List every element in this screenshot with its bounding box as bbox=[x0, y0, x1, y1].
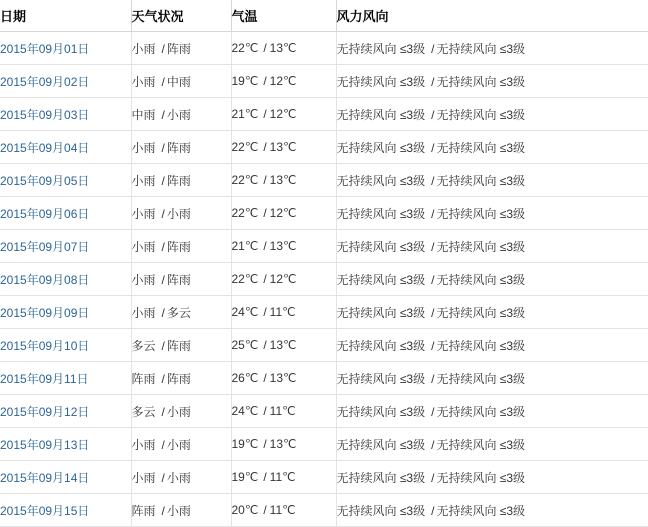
date-link[interactable]: 2015年09月02日 bbox=[0, 74, 90, 89]
cell-temperature bbox=[231, 164, 336, 197]
condition-day: 多云 bbox=[131, 404, 156, 419]
wind-separator: / bbox=[431, 503, 435, 518]
temperature-low: 13℃ bbox=[269, 140, 297, 154]
temperature-separator: / bbox=[263, 41, 267, 55]
cell-temperature bbox=[231, 131, 336, 164]
wind-day: 无持续风向 ≤3级 bbox=[336, 404, 426, 419]
temperature-low: 12℃ bbox=[269, 74, 297, 88]
cell-temperature bbox=[231, 461, 336, 494]
wind-separator: / bbox=[431, 206, 435, 221]
table-header bbox=[0, 0, 648, 32]
temperature-low: 12℃ bbox=[269, 107, 297, 121]
cell-condition bbox=[131, 131, 231, 164]
temperature-separator: / bbox=[263, 338, 267, 352]
date-link[interactable]: 2015年09月06日 bbox=[0, 206, 90, 221]
condition-night: 小雨 bbox=[166, 404, 191, 419]
wind-night: 无持续风向 ≤3级 bbox=[436, 206, 526, 221]
date-link[interactable]: 2015年09月14日 bbox=[0, 470, 90, 485]
date-link[interactable]: 2015年09月03日 bbox=[0, 107, 90, 122]
table-row bbox=[0, 428, 648, 461]
temperature-low: 13℃ bbox=[269, 173, 297, 187]
temperature-high: 20℃ bbox=[231, 503, 259, 517]
wind-day: 无持续风向 ≤3级 bbox=[336, 173, 426, 188]
wind-separator: / bbox=[431, 239, 435, 254]
wind-night: 无持续风向 ≤3级 bbox=[436, 140, 526, 155]
condition-separator: / bbox=[161, 437, 165, 452]
cell-wind bbox=[336, 65, 648, 98]
condition-night: 小雨 bbox=[166, 107, 191, 122]
table-row bbox=[0, 164, 648, 197]
condition-night: 小雨 bbox=[166, 503, 191, 518]
temperature-separator: / bbox=[263, 371, 267, 385]
cell-date bbox=[0, 131, 131, 164]
wind-day: 无持续风向 ≤3级 bbox=[336, 74, 426, 89]
cell-temperature bbox=[231, 98, 336, 131]
temperature-high: 24℃ bbox=[231, 404, 259, 418]
wind-night: 无持续风向 ≤3级 bbox=[436, 338, 526, 353]
condition-separator: / bbox=[161, 338, 165, 353]
wind-day: 无持续风向 ≤3级 bbox=[336, 338, 426, 353]
column-header-temperature: 气温 bbox=[231, 0, 336, 32]
cell-wind bbox=[336, 131, 648, 164]
cell-date bbox=[0, 65, 131, 98]
date-link[interactable]: 2015年09月10日 bbox=[0, 338, 90, 353]
condition-separator: / bbox=[161, 305, 165, 320]
temperature-separator: / bbox=[263, 305, 267, 319]
cell-date bbox=[0, 296, 131, 329]
condition-night: 阵雨 bbox=[166, 41, 191, 56]
cell-wind bbox=[336, 296, 648, 329]
condition-separator: / bbox=[161, 140, 165, 155]
wind-night: 无持续风向 ≤3级 bbox=[436, 437, 526, 452]
condition-day: 小雨 bbox=[131, 173, 156, 188]
wind-night: 无持续风向 ≤3级 bbox=[436, 107, 526, 122]
wind-night: 无持续风向 ≤3级 bbox=[436, 74, 526, 89]
condition-separator: / bbox=[161, 206, 165, 221]
cell-date bbox=[0, 98, 131, 131]
condition-separator: / bbox=[161, 404, 165, 419]
temperature-separator: / bbox=[263, 503, 267, 517]
cell-wind bbox=[336, 461, 648, 494]
condition-night: 小雨 bbox=[166, 206, 191, 221]
temperature-high: 21℃ bbox=[231, 107, 259, 121]
date-link[interactable]: 2015年09月01日 bbox=[0, 41, 90, 56]
wind-separator: / bbox=[431, 140, 435, 155]
date-link[interactable]: 2015年09月04日 bbox=[0, 140, 90, 155]
condition-night: 阵雨 bbox=[166, 272, 191, 287]
column-header-wind: 风力风向 bbox=[336, 0, 648, 32]
cell-date bbox=[0, 329, 131, 362]
condition-day: 小雨 bbox=[131, 206, 156, 221]
cell-condition bbox=[131, 164, 231, 197]
cell-date bbox=[0, 230, 131, 263]
wind-separator: / bbox=[431, 404, 435, 419]
table-row bbox=[0, 98, 648, 131]
wind-day: 无持续风向 ≤3级 bbox=[336, 239, 426, 254]
wind-separator: / bbox=[431, 305, 435, 320]
wind-separator: / bbox=[431, 272, 435, 287]
condition-separator: / bbox=[161, 470, 165, 485]
wind-separator: / bbox=[431, 437, 435, 452]
temperature-separator: / bbox=[263, 404, 267, 418]
temperature-separator: / bbox=[263, 173, 267, 187]
wind-day: 无持续风向 ≤3级 bbox=[336, 437, 426, 452]
table-row bbox=[0, 230, 648, 263]
cell-date bbox=[0, 164, 131, 197]
condition-day: 中雨 bbox=[131, 107, 156, 122]
cell-wind bbox=[336, 428, 648, 461]
cell-temperature bbox=[231, 395, 336, 428]
wind-day: 无持续风向 ≤3级 bbox=[336, 470, 426, 485]
cell-condition bbox=[131, 494, 231, 527]
condition-night: 阵雨 bbox=[166, 371, 191, 386]
condition-day: 小雨 bbox=[131, 470, 156, 485]
condition-night: 中雨 bbox=[166, 74, 191, 89]
table-body bbox=[0, 32, 648, 527]
condition-separator: / bbox=[161, 41, 165, 56]
temperature-high: 25℃ bbox=[231, 338, 259, 352]
table-row bbox=[0, 362, 648, 395]
condition-day: 小雨 bbox=[131, 41, 156, 56]
cell-date bbox=[0, 461, 131, 494]
condition-day: 小雨 bbox=[131, 272, 156, 287]
wind-separator: / bbox=[431, 41, 435, 56]
cell-condition bbox=[131, 461, 231, 494]
condition-separator: / bbox=[161, 272, 165, 287]
temperature-low: 13℃ bbox=[269, 41, 297, 55]
temperature-separator: / bbox=[263, 140, 267, 154]
date-link[interactable]: 2015年09月11日 bbox=[0, 371, 89, 386]
cell-date bbox=[0, 263, 131, 296]
wind-night: 无持续风向 ≤3级 bbox=[436, 503, 526, 518]
condition-night: 小雨 bbox=[166, 437, 191, 452]
condition-night: 阵雨 bbox=[166, 140, 191, 155]
condition-day: 小雨 bbox=[131, 239, 156, 254]
cell-temperature bbox=[231, 230, 336, 263]
date-link[interactable]: 2015年09月07日 bbox=[0, 239, 90, 254]
condition-day: 小雨 bbox=[131, 140, 156, 155]
wind-night: 无持续风向 ≤3级 bbox=[436, 470, 526, 485]
temperature-separator: / bbox=[263, 107, 267, 121]
cell-condition bbox=[131, 32, 231, 65]
temperature-separator: / bbox=[263, 206, 267, 220]
cell-date bbox=[0, 494, 131, 527]
table-row bbox=[0, 296, 648, 329]
condition-separator: / bbox=[161, 107, 165, 122]
table-row bbox=[0, 494, 648, 527]
temperature-low: 13℃ bbox=[269, 437, 297, 451]
cell-temperature bbox=[231, 263, 336, 296]
cell-temperature bbox=[231, 65, 336, 98]
cell-condition bbox=[131, 197, 231, 230]
table-row bbox=[0, 461, 648, 494]
cell-wind bbox=[336, 395, 648, 428]
date-link[interactable]: 2015年09月09日 bbox=[0, 305, 90, 320]
temperature-separator: / bbox=[263, 239, 267, 253]
temperature-low: 12℃ bbox=[269, 206, 297, 220]
cell-temperature bbox=[231, 362, 336, 395]
cell-condition bbox=[131, 263, 231, 296]
wind-day: 无持续风向 ≤3级 bbox=[336, 503, 426, 518]
condition-separator: / bbox=[161, 74, 165, 89]
table-row bbox=[0, 32, 648, 65]
date-link[interactable]: 2015年09月15日 bbox=[0, 503, 90, 518]
wind-separator: / bbox=[431, 338, 435, 353]
wind-night: 无持续风向 ≤3级 bbox=[436, 371, 526, 386]
wind-day: 无持续风向 ≤3级 bbox=[336, 371, 426, 386]
condition-separator: / bbox=[161, 503, 165, 518]
date-link[interactable]: 2015年09月13日 bbox=[0, 437, 90, 452]
table-row bbox=[0, 131, 648, 164]
temperature-separator: / bbox=[263, 74, 267, 88]
temperature-low: 11℃ bbox=[269, 404, 296, 418]
temperature-high: 26℃ bbox=[231, 371, 259, 385]
cell-wind bbox=[336, 329, 648, 362]
wind-day: 无持续风向 ≤3级 bbox=[336, 305, 426, 320]
date-link[interactable]: 2015年09月12日 bbox=[0, 404, 90, 419]
wind-day: 无持续风向 ≤3级 bbox=[336, 107, 426, 122]
wind-day: 无持续风向 ≤3级 bbox=[336, 272, 426, 287]
date-link[interactable]: 2015年09月05日 bbox=[0, 173, 90, 188]
cell-condition bbox=[131, 98, 231, 131]
condition-night: 阵雨 bbox=[166, 338, 191, 353]
wind-night: 无持续风向 ≤3级 bbox=[436, 305, 526, 320]
cell-temperature bbox=[231, 197, 336, 230]
wind-night: 无持续风向 ≤3级 bbox=[436, 272, 526, 287]
temperature-low: 13℃ bbox=[269, 239, 297, 253]
cell-condition bbox=[131, 428, 231, 461]
condition-night: 阵雨 bbox=[166, 173, 191, 188]
wind-separator: / bbox=[431, 371, 435, 386]
temperature-separator: / bbox=[263, 437, 267, 451]
cell-temperature bbox=[231, 296, 336, 329]
temperature-high: 19℃ bbox=[231, 74, 259, 88]
wind-separator: / bbox=[431, 173, 435, 188]
wind-separator: / bbox=[431, 74, 435, 89]
table-header-row bbox=[0, 0, 648, 32]
temperature-high: 24℃ bbox=[231, 305, 259, 319]
cell-condition bbox=[131, 230, 231, 263]
cell-temperature bbox=[231, 428, 336, 461]
table-row bbox=[0, 329, 648, 362]
temperature-high: 22℃ bbox=[231, 173, 259, 187]
cell-wind bbox=[336, 32, 648, 65]
wind-night: 无持续风向 ≤3级 bbox=[436, 404, 526, 419]
cell-condition bbox=[131, 65, 231, 98]
cell-date bbox=[0, 197, 131, 230]
temperature-low: 11℃ bbox=[269, 470, 296, 484]
cell-wind bbox=[336, 197, 648, 230]
wind-night: 无持续风向 ≤3级 bbox=[436, 239, 526, 254]
temperature-separator: / bbox=[263, 272, 267, 286]
condition-night: 多云 bbox=[166, 305, 191, 320]
cell-date bbox=[0, 362, 131, 395]
cell-date bbox=[0, 395, 131, 428]
temperature-high: 19℃ bbox=[231, 437, 259, 451]
cell-temperature bbox=[231, 329, 336, 362]
wind-separator: / bbox=[431, 107, 435, 122]
cell-condition bbox=[131, 362, 231, 395]
date-link[interactable]: 2015年09月08日 bbox=[0, 272, 90, 287]
table-row bbox=[0, 197, 648, 230]
condition-day: 多云 bbox=[131, 338, 156, 353]
table-row bbox=[0, 263, 648, 296]
wind-night: 无持续风向 ≤3级 bbox=[436, 41, 526, 56]
condition-separator: / bbox=[161, 371, 165, 386]
temperature-high: 21℃ bbox=[231, 239, 259, 253]
wind-day: 无持续风向 ≤3级 bbox=[336, 41, 426, 56]
temperature-high: 22℃ bbox=[231, 206, 259, 220]
condition-day: 小雨 bbox=[131, 74, 156, 89]
temperature-low: 11℃ bbox=[269, 503, 296, 517]
cell-condition bbox=[131, 329, 231, 362]
condition-separator: / bbox=[161, 173, 165, 188]
table-row bbox=[0, 65, 648, 98]
temperature-low: 13℃ bbox=[269, 371, 297, 385]
cell-temperature bbox=[231, 494, 336, 527]
column-header-condition: 天气状况 bbox=[131, 0, 231, 32]
wind-separator: / bbox=[431, 470, 435, 485]
cell-wind bbox=[336, 230, 648, 263]
temperature-low: 12℃ bbox=[269, 272, 297, 286]
temperature-high: 22℃ bbox=[231, 140, 259, 154]
condition-day: 小雨 bbox=[131, 305, 156, 320]
temperature-separator: / bbox=[263, 470, 267, 484]
cell-date bbox=[0, 428, 131, 461]
cell-wind bbox=[336, 494, 648, 527]
condition-night: 小雨 bbox=[166, 470, 191, 485]
wind-night: 无持续风向 ≤3级 bbox=[436, 173, 526, 188]
condition-day: 阵雨 bbox=[131, 503, 156, 518]
cell-condition bbox=[131, 395, 231, 428]
temperature-high: 19℃ bbox=[231, 470, 259, 484]
condition-separator: / bbox=[161, 239, 165, 254]
condition-day: 阵雨 bbox=[131, 371, 156, 386]
cell-temperature bbox=[231, 32, 336, 65]
cell-condition bbox=[131, 296, 231, 329]
wind-day: 无持续风向 ≤3级 bbox=[336, 206, 426, 221]
table-row bbox=[0, 395, 648, 428]
wind-day: 无持续风向 ≤3级 bbox=[336, 140, 426, 155]
column-header-date: 日期 bbox=[0, 0, 131, 32]
temperature-low: 11℃ bbox=[269, 305, 296, 319]
cell-wind bbox=[336, 263, 648, 296]
condition-night: 阵雨 bbox=[166, 239, 191, 254]
cell-wind bbox=[336, 98, 648, 131]
temperature-high: 22℃ bbox=[231, 41, 259, 55]
temperature-high: 22℃ bbox=[231, 272, 259, 286]
temperature-low: 13℃ bbox=[269, 338, 297, 352]
cell-wind bbox=[336, 164, 648, 197]
condition-day: 小雨 bbox=[131, 437, 156, 452]
cell-date bbox=[0, 32, 131, 65]
cell-wind bbox=[336, 362, 648, 395]
